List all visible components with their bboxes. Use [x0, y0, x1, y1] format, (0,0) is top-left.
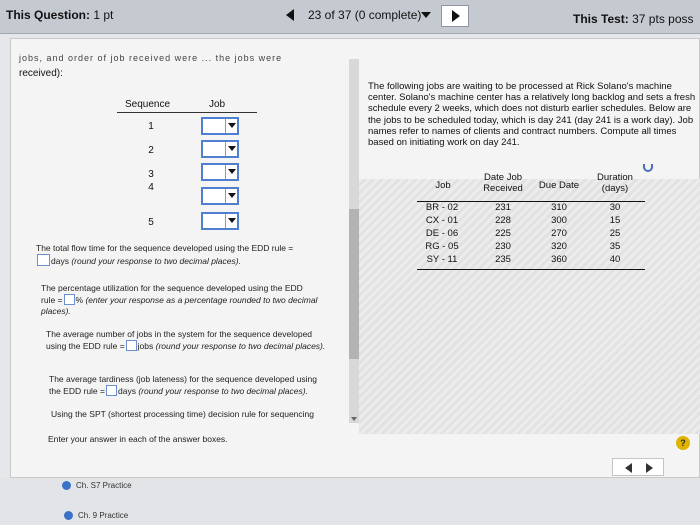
- job-select-5[interactable]: [201, 212, 239, 230]
- bullet-dot: [64, 511, 73, 520]
- chevron-down-icon: [225, 189, 237, 203]
- vertical-scrollbar[interactable]: [349, 59, 359, 423]
- flow-time-question: The total flow time for the sequence developed using the EDD rule = days (round your response to two decimal places).: [36, 243, 294, 266]
- received-label: received):: [19, 68, 63, 79]
- avg-jobs-question: The average number of jobs in the system for the sequence developed using the EDD rule = jobs (round your response to two decimal places).: [46, 329, 326, 351]
- top-bar: [0, 0, 700, 34]
- tardiness-question: The average tardiness (job lateness) for the sequence developed using the EDD rule = days (round your response to two decimal places).: [49, 374, 317, 396]
- outline-item-ch-9[interactable]: Ch. 9 Practice: [78, 511, 129, 520]
- table-cell: DE - 06: [425, 228, 459, 239]
- question-list-dropdown[interactable]: [421, 12, 431, 18]
- sequence-number: 2: [148, 145, 154, 156]
- sequence-header: Sequence: [125, 99, 171, 110]
- table-cell: RG - 05: [425, 241, 459, 252]
- table-cell: 300: [551, 215, 567, 226]
- utilization-question: The percentage utilization for the sequence developed using the EDD rule = % (enter your response as a percentage rounded to two decimal places).: [41, 283, 318, 316]
- scrollbar-thumb[interactable]: [349, 209, 359, 359]
- next-question-button[interactable]: [441, 5, 469, 27]
- table-cell: SY - 11: [426, 254, 458, 265]
- table-cell: 235: [495, 254, 511, 265]
- chevron-down-icon: [225, 119, 237, 133]
- job-select-4[interactable]: [201, 187, 239, 205]
- sequence-number: 3: [148, 169, 154, 180]
- spt-instruction: Using the SPT (shortest processing time) decision rule for sequencing: [51, 409, 314, 419]
- help-icon[interactable]: ?: [676, 436, 690, 450]
- table-cell: 225: [495, 228, 511, 239]
- table-cell: 231: [495, 202, 511, 213]
- table-cell: 40: [609, 254, 621, 265]
- enter-answer-instruction: Enter your answer in each of the answer boxes.: [48, 434, 228, 444]
- table-cell: 230: [495, 241, 511, 252]
- answer-pane: [11, 39, 349, 434]
- table-cell: 35: [609, 241, 621, 252]
- job-select-3[interactable]: [201, 163, 239, 181]
- question-points-label: This Question: 1 pt: [6, 8, 114, 22]
- header-divider: [117, 112, 257, 113]
- table-header: Job: [435, 180, 451, 191]
- previous-question-button[interactable]: [286, 9, 294, 21]
- previous-part-button[interactable]: [625, 463, 632, 473]
- table-cell: 30: [609, 202, 621, 213]
- bullet-dot: [62, 481, 71, 490]
- test-points-label: This Test: 37 pts poss: [573, 12, 694, 26]
- job-select-2[interactable]: [201, 140, 239, 158]
- part-navigation: [612, 458, 664, 476]
- chevron-down-icon: [225, 165, 237, 179]
- table-cell: 360: [551, 254, 567, 265]
- next-part-button[interactable]: [646, 463, 653, 473]
- problem-prompt: The following jobs are waiting to be processed at Rick Solano's machine center. Solano's machine center has a relatively long backlog and sets a fresh schedule every 2 weeks, which does not disturb earlier schedules. Below are the jobs to be scheduled today, which is day 241 (day 241 is a work day). Job names refer to names of clients and contract numbers. Compute all times based on initiating work on day 241.: [368, 81, 696, 149]
- clipped-text: jobs, and order of job received were ... the jobs were: [19, 53, 283, 63]
- question-counter: 23 of 37 (0 complete): [308, 8, 422, 22]
- job-header: Job: [209, 99, 226, 110]
- table-cell: BR - 02: [425, 202, 459, 213]
- table-cell: CX - 01: [425, 215, 459, 226]
- sequence-number: 1: [148, 121, 154, 132]
- table-header: Date Job Received: [483, 172, 523, 194]
- table-cell: 228: [495, 215, 511, 226]
- chevron-down-icon: [225, 214, 237, 228]
- table-bottom-rule: [417, 269, 645, 270]
- chevron-down-icon: [225, 142, 237, 156]
- job-select-1[interactable]: [201, 117, 239, 135]
- tardiness-input[interactable]: [106, 385, 117, 396]
- table-cell: 310: [551, 202, 567, 213]
- utilization-input[interactable]: [64, 294, 75, 305]
- flow-time-input[interactable]: [37, 254, 50, 266]
- avg-jobs-input[interactable]: [126, 340, 137, 351]
- table-header: Duration (days): [597, 172, 633, 194]
- scroll-down-arrow[interactable]: [351, 417, 357, 421]
- outline-item-ch-s7[interactable]: Ch. S7 Practice: [76, 481, 132, 490]
- sequence-number: 5: [148, 217, 154, 228]
- table-cell: 25: [609, 228, 621, 239]
- table-cell: 270: [551, 228, 567, 239]
- table-header: Due Date: [538, 180, 580, 191]
- table-cell: 320: [551, 241, 567, 252]
- table-cell: 15: [609, 215, 621, 226]
- sequence-number: 4: [148, 182, 154, 193]
